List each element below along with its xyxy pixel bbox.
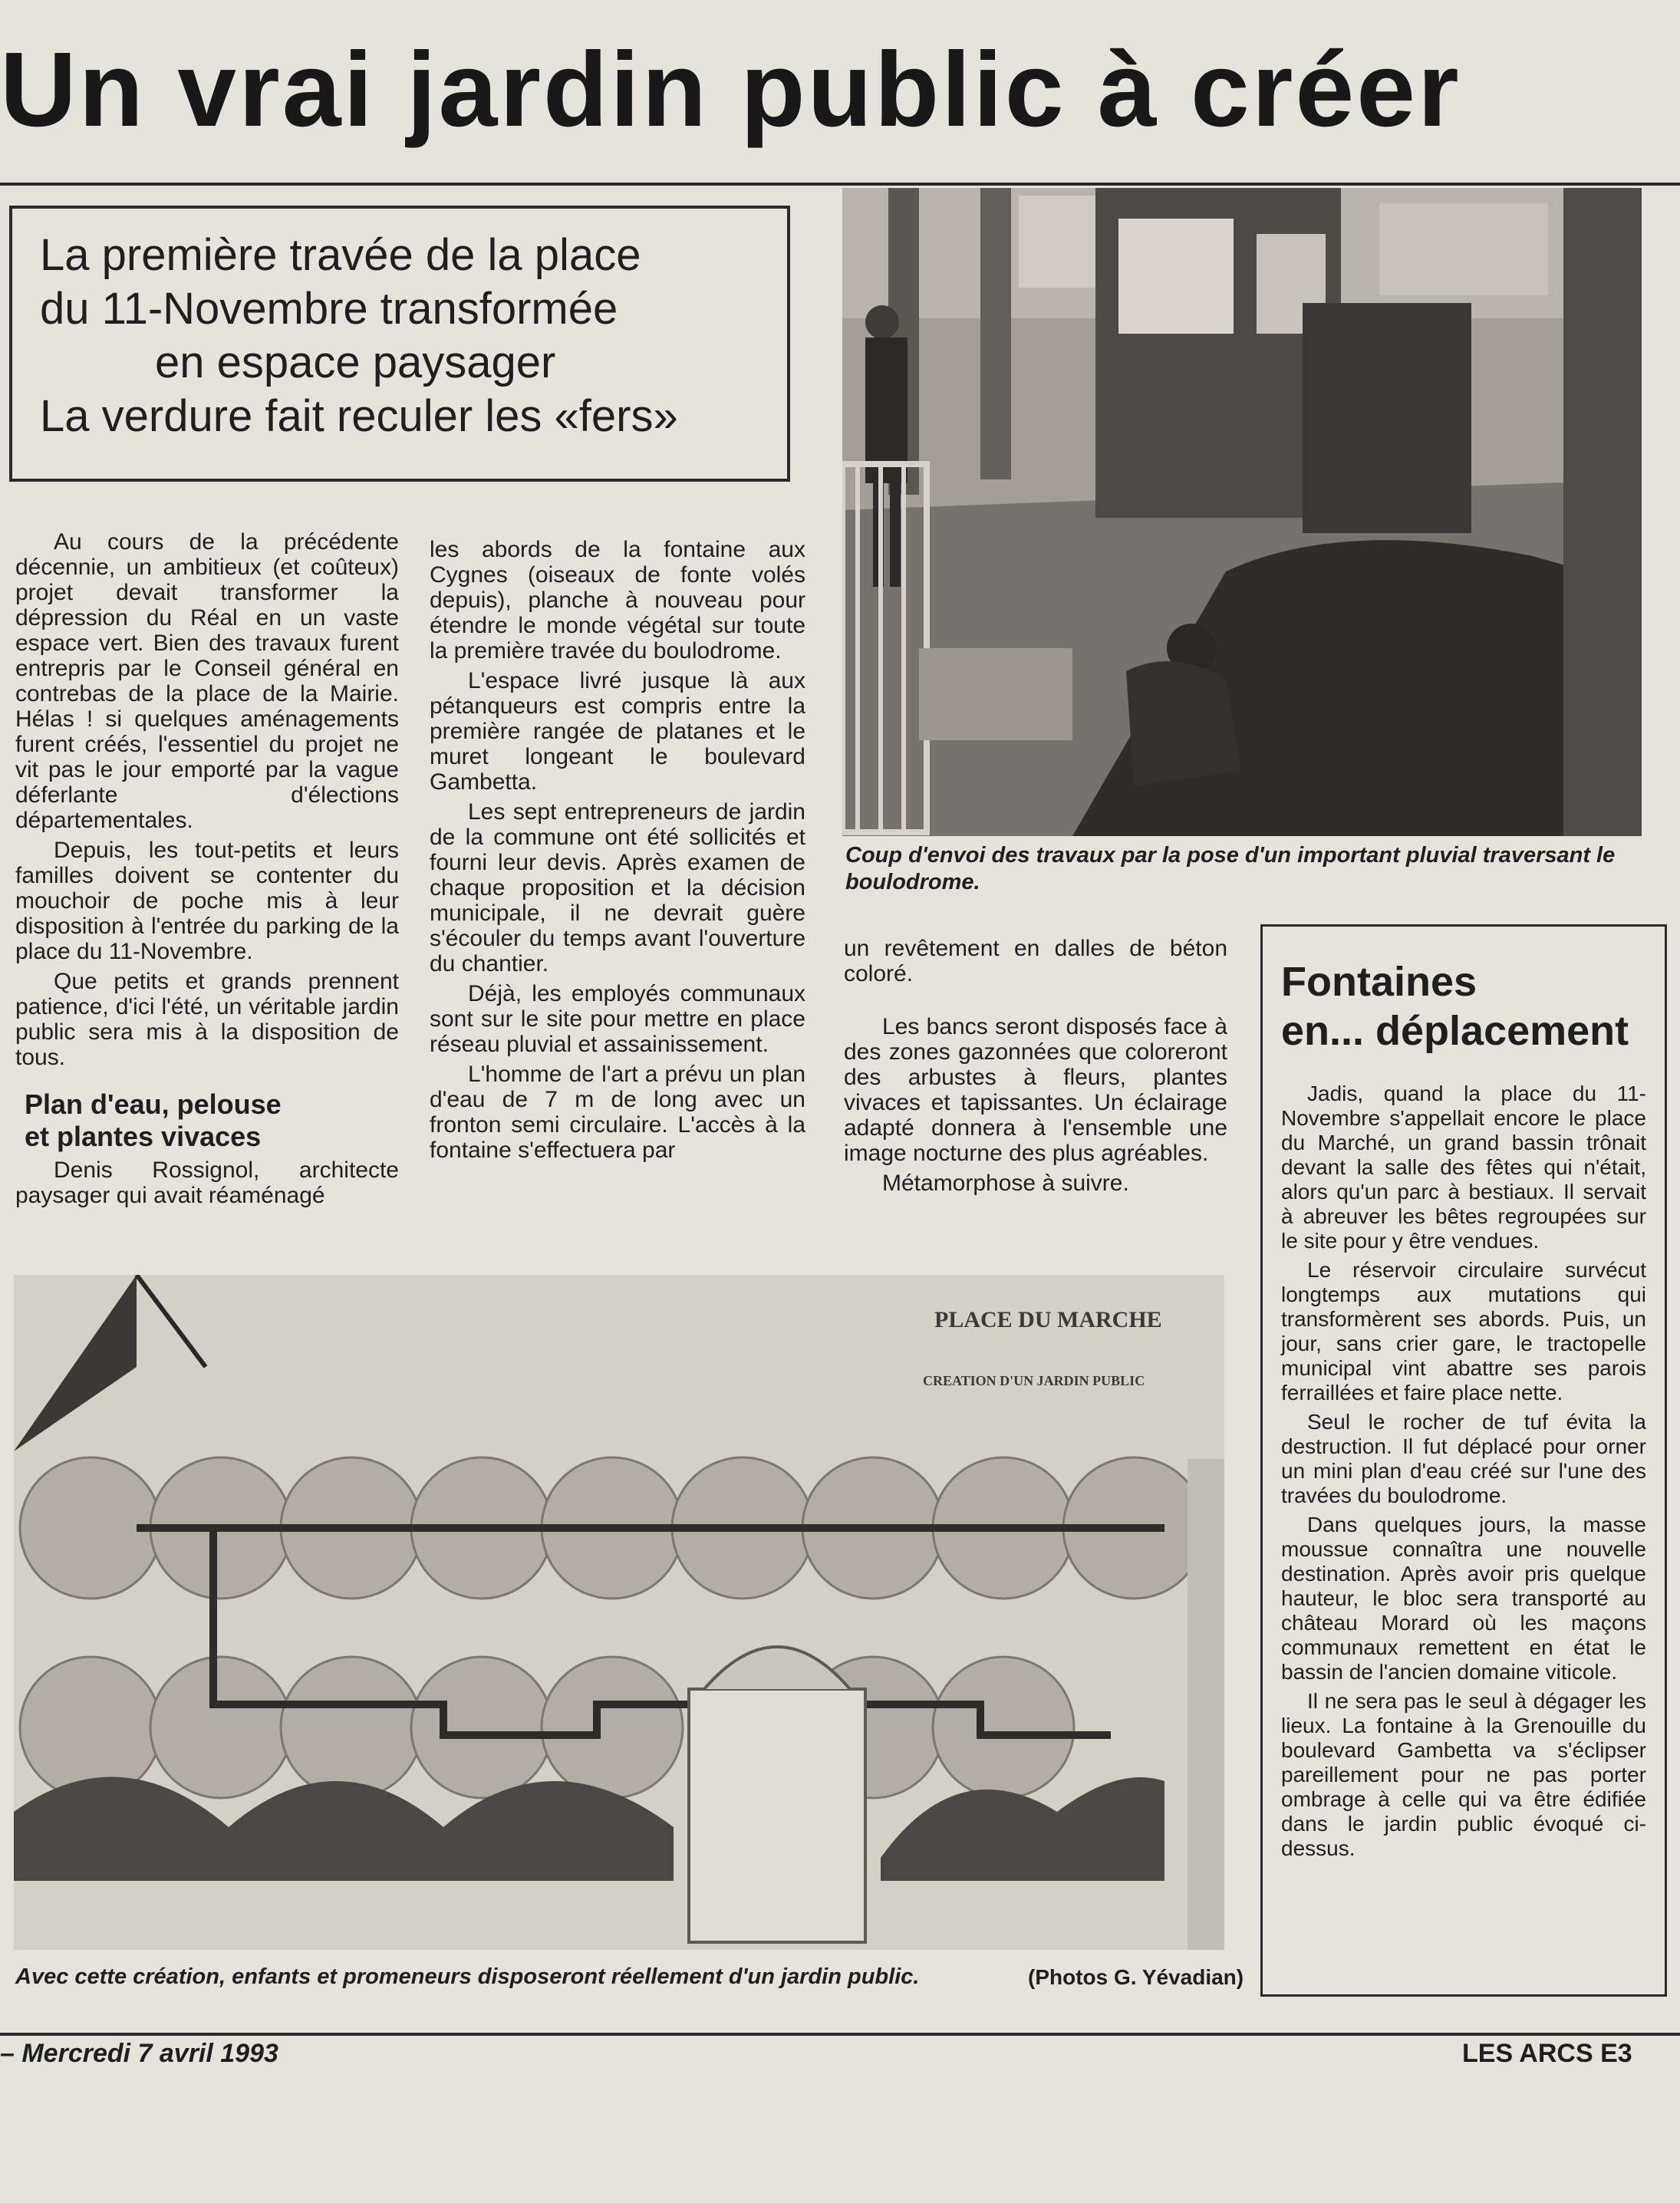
sidebar-title	[1281, 957, 1646, 1055]
sidebar-paragraph-4: Dans quelques jours, la masse moussue connaîtra une nouvelle destination. Après avoir pris quelque hauteur, le bloc sera transporté au château Morard où les maçons communaux remettent en état le bassin de l'ancien domaine viticole.	[1281, 1513, 1646, 1684]
sidebar-paragraph-3: Seul le rocher de tuf évita la destruction. Il fut déplacé pour orner un mini plan d'eau créé sur l'une des travées du boulodrome.	[1281, 1410, 1646, 1507]
col3-paragraph-2: Les bancs seront disposés face à des zones gazonnées que coloreront des arbustes à fleurs, plantes vivaces et tapissantes. Un éclairage adapté donnera à l'ensemble une image nocturne des plus agréables.	[844, 1014, 1227, 1166]
plan-subtitle: CREATION D'UN JARDIN PUBLIC	[923, 1373, 1145, 1388]
subhead-line-2: et plantes vivaces	[25, 1121, 262, 1152]
col2-paragraph-3: Les sept entrepreneurs de jardin de la commune ont été sollicités et fourni leur devis. Après examen de chaque proposition et la décision municipale, il ne devrait guère s'écouler du temps avant l'ouverture du chantier.	[430, 799, 805, 976]
col3-paragraph-3: Métamorphose à suivre.	[882, 1171, 1129, 1196]
deck-line-2: du 11-Novembre transformée	[40, 284, 618, 334]
col3-paragraph-1: un revêtement en dalles de béton coloré.	[844, 936, 1227, 986]
subhead-line-1: Plan d'eau, pelouse	[25, 1088, 282, 1120]
deck-line-4: La verdure fait reculer les «fers»	[40, 391, 678, 441]
photo-caption: Coup d'envoi des travaux par la pose d'un important pluvial traversant le boulodrome.	[845, 843, 1616, 894]
garden-plan-drawing	[14, 1275, 1224, 1950]
col2-paragraph-1: les abords de la fontaine aux Cygnes (oiseaux de fonte volés depuis), planche à nouveau pour étendre le monde végétal sur toute la première travée du boulodrome.	[430, 537, 805, 664]
construction-photo-illustration	[842, 188, 1642, 836]
headline-rule	[0, 183, 1680, 186]
col2-paragraph-2: L'espace livré jusque là aux pétanqueurs est compris entre la première rangée de platanes et le muret longeant le boulevard Gambetta.	[430, 668, 805, 795]
col1-paragraph-3: Que petits et grands prennent patience, d'ici l'été, un véritable jardin public sera mis à la disposition de tous.	[15, 969, 399, 1070]
col2-paragraph-4: Déjà, les employés communaux sont sur le site pour mettre en place réseau pluvial et assainissement.	[430, 981, 805, 1057]
sidebar-paragraph-2: Le réservoir circulaire survécut longtemps aux mutations qui transformèrent ses abords. Puis, un jour, sans crier gare, le tractopelle municipal vint abattre ses parois ferraillées et faire place nette.	[1281, 1258, 1646, 1404]
footer-page: LES ARCS E3	[1462, 2039, 1632, 2068]
col1-paragraph-2: Depuis, les tout-petits et leurs familles doivent se contenter du mouchoir de poche mis à leur disposition à l'entrée du parking de la place du 11-Novembre.	[15, 838, 399, 964]
article-column-3	[844, 936, 1227, 1200]
col1-subhead	[25, 1088, 399, 1153]
photo-credit: (Photos G. Yévadian)	[1028, 1965, 1244, 1989]
col2-paragraph-5: L'homme de l'art a prévu un plan d'eau de 7 m de long avec un fronton semi circulaire. L'accès à la fontaine s'effectuera par	[430, 1062, 805, 1163]
plan-caption: Avec cette création, enfants et promeneurs disposeront réellement d'un jardin public.	[15, 1964, 920, 1989]
deck-line-1: La première travée de la place	[40, 230, 641, 280]
deck-line-3: en espace paysager	[155, 338, 556, 387]
construction-photo	[842, 188, 1642, 836]
sidebar-paragraph-5: Il ne sera pas le seul à dégager les lieux. La fontaine à la Grenouille du boulevard Gambetta va s'éclipser pareillement pour ne pas porter ombrage à celle qui va être édifiée dans le jardin public évoqué ci-dessus.	[1281, 1689, 1646, 1860]
headline: Un vrai jardin public à créer	[0, 31, 1461, 149]
deck-box	[9, 206, 790, 482]
sidebar-text	[1281, 1082, 1646, 1861]
footer-rule	[0, 2033, 1680, 2036]
sidebar-title-line-1: Fontaines	[1281, 959, 1477, 1005]
col1-paragraph-4: Denis Rossignol, architecte paysager qui avait réaménagé	[15, 1157, 399, 1208]
article-column-1	[15, 529, 399, 1213]
article-column-2	[430, 537, 805, 1167]
footer-date: – Mercredi 7 avril 1993	[0, 2039, 278, 2068]
plan-title: PLACE DU MARCHE	[934, 1307, 1162, 1332]
sidebar-paragraph-1: Jadis, quand la place du 11-Novembre s'appellait encore le place du Marché, un grand bassin trônait devant la salle des fêtes qui n'était, alors qu'un parc à bestiaux. Il servait à abreuver les bêtes regroupées sur le site pour y être vendues.	[1281, 1082, 1646, 1253]
sidebar-title-line-2: en... déplacement	[1281, 1008, 1629, 1054]
sidebar-box	[1260, 924, 1667, 1997]
col1-paragraph-1: Au cours de la précédente décennie, un ambitieux (et coûteux) projet devait transformer la dépression du Réal en un vaste espace vert. Bien des travaux furent entrepris par le Conseil général en contrebas de la place de la Mairie. Hélas ! si quelques aménagements furent créés, l'essentiel du projet ne vit pas le jour emporté par la vague déferlante d'élections départementales.	[15, 529, 399, 833]
